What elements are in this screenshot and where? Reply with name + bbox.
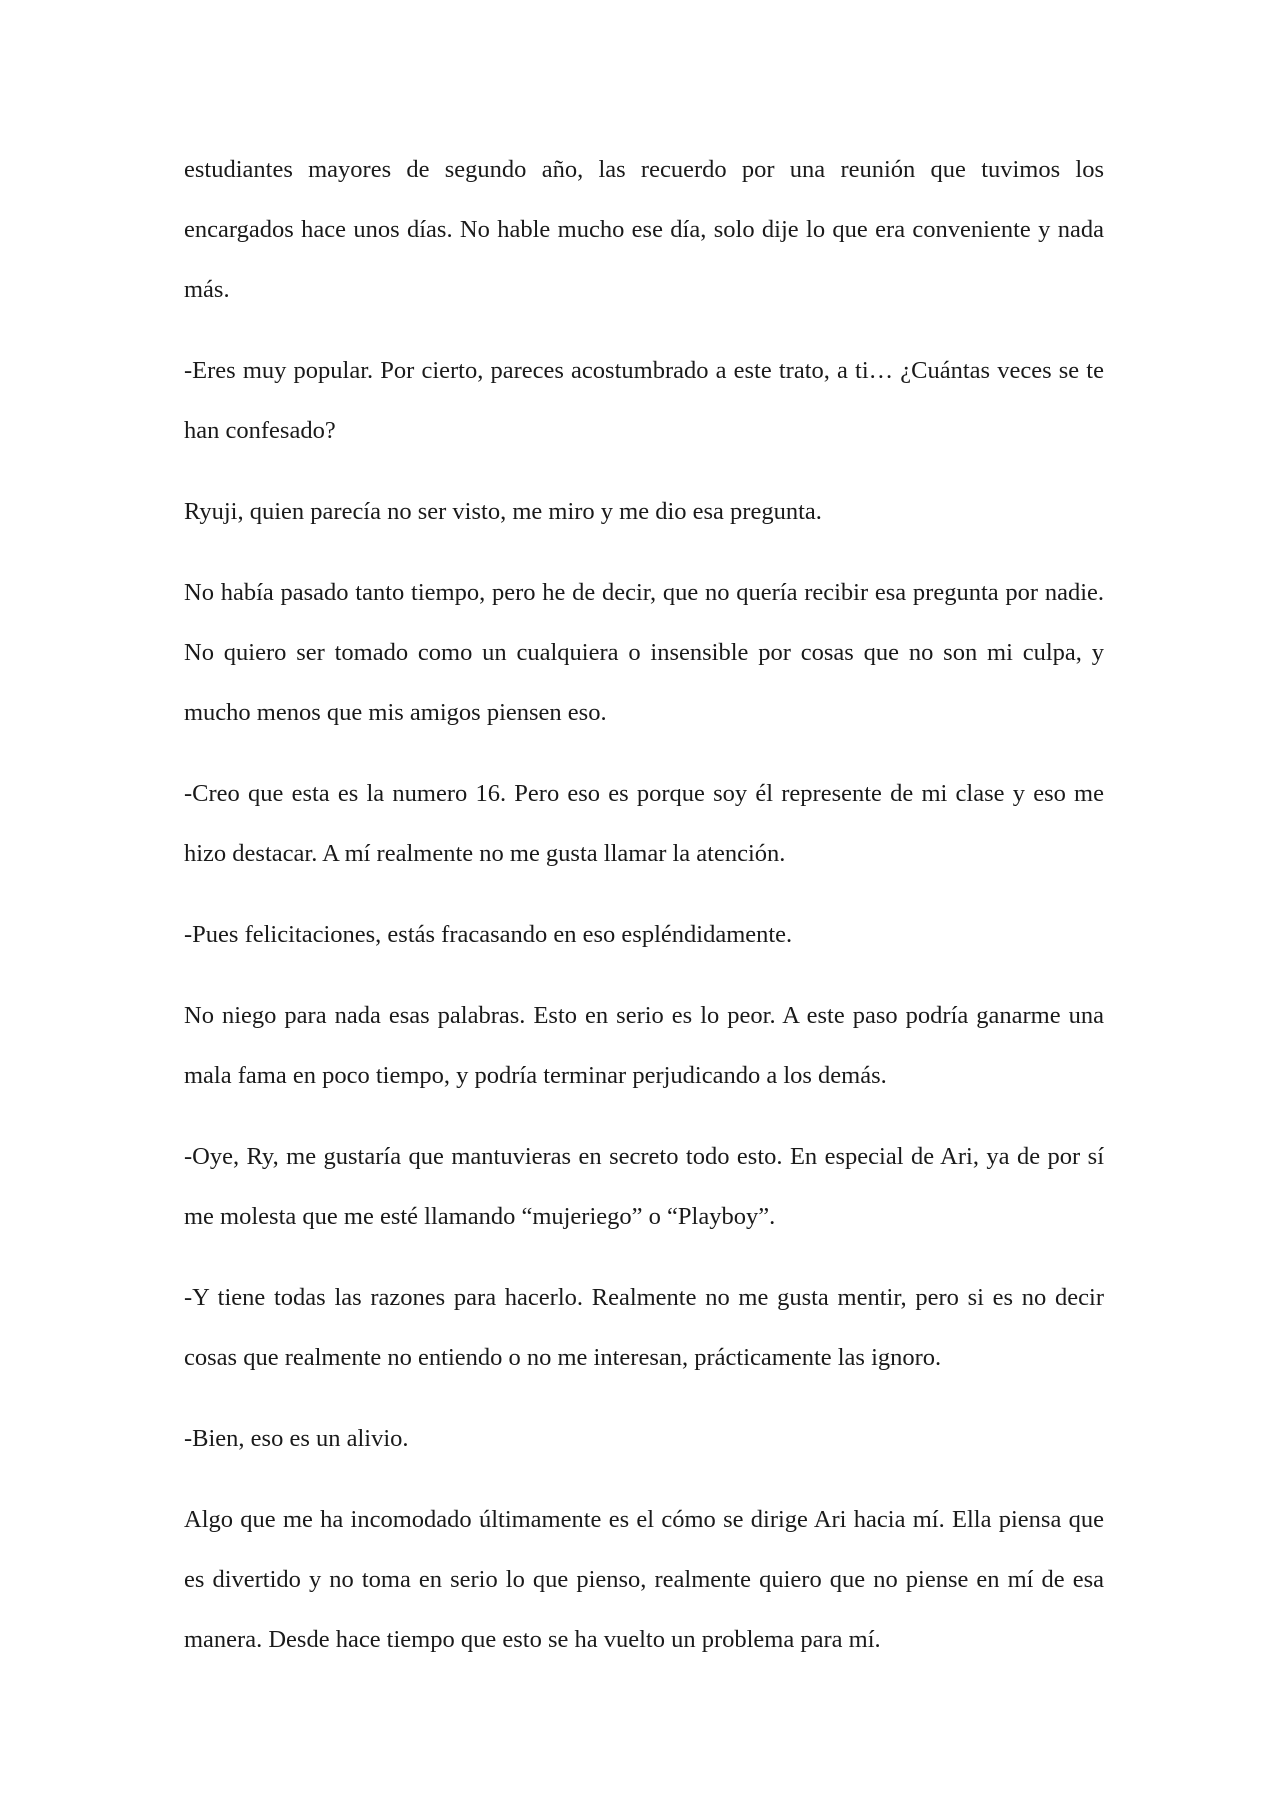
paragraph: -Pues felicitaciones, estás fracasando en eso espléndidamente.: [184, 921, 793, 948]
paragraph: -Bien, eso es un alivio.: [184, 1425, 409, 1452]
paragraph: No había pasado tanto tiempo, pero he de decir, que no quería recibir esa pregunta por nadie. No quiero ser tomado como un cualquiera o insensible por cosas que no son mi culpa, y mucho menos que mis amigos piensen eso.: [184, 579, 1104, 726]
paragraph: No niego para nada esas palabras. Esto en serio es lo peor. A este paso podría ganarme una mala fama en poco tiempo, y podría terminar perjudicando a los demás.: [184, 1002, 1104, 1089]
paragraph: -Oye, Ry, me gustaría que mantuvieras en secreto todo esto. En especial de Ari, ya de por sí me molesta que me esté llamando “mujeriego” o “Playboy”.: [184, 1143, 1104, 1230]
paragraph: -Creo que esta es la numero 16. Pero eso es porque soy él represente de mi clase y eso me hizo destacar. A mí realmente no me gusta llamar la atención.: [184, 780, 1104, 867]
paragraph: Algo que me ha incomodado últimamente es el cómo se dirige Ari hacia mí. Ella piensa que es divertido y no toma en serio lo que pienso, realmente quiero que no piense en mí de esa manera. Desde hace tiempo que esto se ha vuelto un problema para mí.: [184, 1506, 1104, 1653]
paragraph: estudiantes mayores de segundo año, las recuerdo por una reunión que tuvimos los encargados hace unos días. No hable mucho ese día, solo dije lo que era conveniente y nada más.: [184, 156, 1104, 303]
paragraph: Ryuji, quien parecía no ser visto, me miro y me dio esa pregunta.: [184, 498, 822, 525]
document-body: [184, 140, 1104, 1691]
paragraph: -Eres muy popular. Por cierto, pareces acostumbrado a este trato, a ti… ¿Cuántas veces se te han confesado?: [184, 357, 1104, 444]
paragraph: -Y tiene todas las razones para hacerlo. Realmente no me gusta mentir, pero si es no decir cosas que realmente no entiendo o no me interesan, prácticamente las ignoro.: [184, 1284, 1104, 1371]
